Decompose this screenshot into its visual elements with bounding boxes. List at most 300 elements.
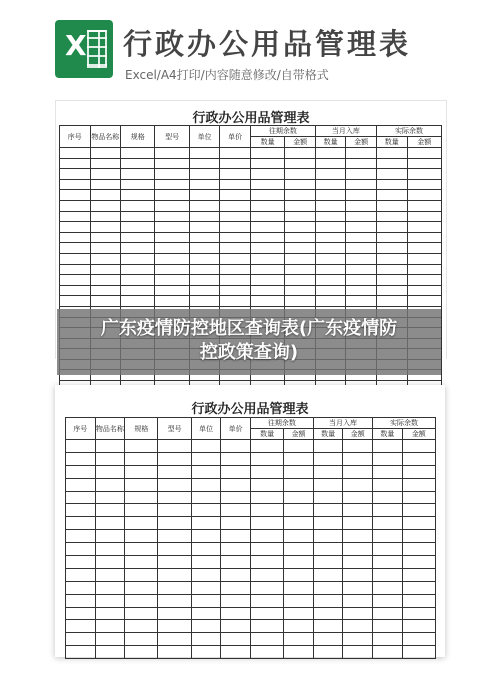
table-cell[interactable] — [346, 296, 377, 307]
table-cell[interactable] — [313, 607, 343, 620]
table-cell[interactable] — [285, 179, 316, 190]
table-cell[interactable] — [155, 158, 189, 169]
table-cell[interactable] — [60, 148, 91, 159]
table-cell[interactable] — [158, 581, 191, 594]
table-cell[interactable] — [284, 568, 314, 581]
table-cell[interactable] — [155, 222, 189, 233]
table-cell[interactable] — [315, 285, 346, 296]
table-cell[interactable] — [189, 232, 220, 243]
table-cell[interactable] — [376, 190, 407, 201]
table-cell[interactable] — [155, 264, 189, 275]
table-cell[interactable] — [60, 222, 91, 233]
table-cell[interactable] — [158, 530, 191, 543]
table-cell[interactable] — [250, 200, 284, 211]
table-cell[interactable] — [343, 440, 373, 453]
table-cell[interactable] — [285, 253, 316, 264]
table-cell[interactable] — [346, 253, 377, 264]
table-cell[interactable] — [402, 581, 435, 594]
table-cell[interactable] — [285, 222, 316, 233]
table-cell[interactable] — [155, 211, 189, 222]
table-cell[interactable] — [90, 296, 121, 307]
table-cell[interactable] — [373, 646, 403, 659]
table-cell[interactable] — [315, 190, 346, 201]
table-cell[interactable] — [189, 253, 220, 264]
table-cell[interactable] — [250, 211, 284, 222]
table-cell[interactable] — [373, 607, 403, 620]
table-cell[interactable] — [407, 148, 442, 159]
table-cell[interactable] — [90, 169, 121, 180]
table-cell[interactable] — [155, 179, 189, 190]
table-cell[interactable] — [343, 517, 373, 530]
table-cell[interactable] — [373, 568, 403, 581]
table-cell[interactable] — [407, 253, 442, 264]
table-cell[interactable] — [158, 465, 191, 478]
table-cell[interactable] — [313, 478, 343, 491]
table-cell[interactable] — [407, 222, 442, 233]
table-cell[interactable] — [66, 517, 96, 530]
table-cell[interactable] — [285, 200, 316, 211]
table-cell[interactable] — [407, 200, 442, 211]
table-cell[interactable] — [284, 517, 314, 530]
table-cell[interactable] — [376, 243, 407, 254]
table-cell[interactable] — [95, 517, 125, 530]
table-cell[interactable] — [315, 158, 346, 169]
table-cell[interactable] — [376, 211, 407, 222]
table-cell[interactable] — [189, 169, 220, 180]
table-cell[interactable] — [220, 243, 251, 254]
table-cell[interactable] — [284, 530, 314, 543]
table-cell[interactable] — [250, 620, 283, 633]
table-cell[interactable] — [250, 504, 283, 517]
table-cell[interactable] — [373, 491, 403, 504]
table-cell[interactable] — [402, 440, 435, 453]
table-cell[interactable] — [66, 594, 96, 607]
table-cell[interactable] — [121, 285, 155, 296]
table-cell[interactable] — [402, 568, 435, 581]
table-cell[interactable] — [376, 222, 407, 233]
table-cell[interactable] — [250, 633, 283, 646]
table-cell[interactable] — [158, 517, 191, 530]
table-cell[interactable] — [376, 169, 407, 180]
table-cell[interactable] — [346, 179, 377, 190]
table-cell[interactable] — [125, 568, 158, 581]
table-cell[interactable] — [250, 285, 284, 296]
table-cell[interactable] — [346, 211, 377, 222]
table-cell[interactable] — [66, 607, 96, 620]
table-cell[interactable] — [313, 452, 343, 465]
table-cell[interactable] — [221, 568, 251, 581]
table-cell[interactable] — [285, 285, 316, 296]
table-cell[interactable] — [250, 222, 284, 233]
table-cell[interactable] — [376, 148, 407, 159]
table-cell[interactable] — [158, 440, 191, 453]
table-cell[interactable] — [220, 190, 251, 201]
table-cell[interactable] — [121, 275, 155, 286]
table-cell[interactable] — [125, 530, 158, 543]
table-cell[interactable] — [250, 543, 283, 556]
table-cell[interactable] — [121, 264, 155, 275]
table-cell[interactable] — [221, 646, 251, 659]
table-cell[interactable] — [60, 190, 91, 201]
table-cell[interactable] — [407, 264, 442, 275]
table-cell[interactable] — [221, 440, 251, 453]
table-cell[interactable] — [343, 465, 373, 478]
table-cell[interactable] — [407, 158, 442, 169]
table-cell[interactable] — [95, 646, 125, 659]
table-cell[interactable] — [221, 517, 251, 530]
table-cell[interactable] — [346, 232, 377, 243]
table-cell[interactable] — [250, 556, 283, 569]
table-cell[interactable] — [221, 491, 251, 504]
table-cell[interactable] — [220, 200, 251, 211]
table-cell[interactable] — [346, 264, 377, 275]
table-cell[interactable] — [121, 253, 155, 264]
table-cell[interactable] — [402, 556, 435, 569]
table-cell[interactable] — [121, 148, 155, 159]
table-cell[interactable] — [315, 211, 346, 222]
table-cell[interactable] — [155, 243, 189, 254]
table-cell[interactable] — [220, 285, 251, 296]
table-cell[interactable] — [250, 568, 283, 581]
table-cell[interactable] — [158, 594, 191, 607]
table-cell[interactable] — [90, 275, 121, 286]
table-cell[interactable] — [250, 452, 283, 465]
table-cell[interactable] — [191, 607, 221, 620]
table-cell[interactable] — [158, 491, 191, 504]
table-cell[interactable] — [315, 296, 346, 307]
table-cell[interactable] — [373, 517, 403, 530]
table-cell[interactable] — [121, 211, 155, 222]
table-cell[interactable] — [90, 232, 121, 243]
table-cell[interactable] — [221, 620, 251, 633]
table-cell[interactable] — [402, 633, 435, 646]
table-cell[interactable] — [121, 158, 155, 169]
table-cell[interactable] — [315, 253, 346, 264]
table-cell[interactable] — [220, 253, 251, 264]
table-cell[interactable] — [250, 190, 284, 201]
table-cell[interactable] — [121, 232, 155, 243]
table-cell[interactable] — [191, 568, 221, 581]
table-cell[interactable] — [66, 620, 96, 633]
table-cell[interactable] — [313, 633, 343, 646]
table-cell[interactable] — [155, 285, 189, 296]
table-cell[interactable] — [407, 211, 442, 222]
table-cell[interactable] — [285, 211, 316, 222]
table-cell[interactable] — [189, 179, 220, 190]
table-cell[interactable] — [121, 296, 155, 307]
table-cell[interactable] — [220, 158, 251, 169]
table-cell[interactable] — [60, 211, 91, 222]
table-cell[interactable] — [220, 179, 251, 190]
table-cell[interactable] — [191, 594, 221, 607]
table-cell[interactable] — [95, 594, 125, 607]
table-cell[interactable] — [346, 158, 377, 169]
table-cell[interactable] — [60, 179, 91, 190]
table-cell[interactable] — [95, 607, 125, 620]
table-cell[interactable] — [402, 607, 435, 620]
table-cell[interactable] — [155, 296, 189, 307]
table-cell[interactable] — [402, 452, 435, 465]
table-cell[interactable] — [285, 243, 316, 254]
table-cell[interactable] — [315, 179, 346, 190]
table-cell[interactable] — [60, 169, 91, 180]
table-cell[interactable] — [346, 275, 377, 286]
table-cell[interactable] — [66, 633, 96, 646]
table-cell[interactable] — [284, 440, 314, 453]
table-cell[interactable] — [250, 440, 283, 453]
table-cell[interactable] — [191, 646, 221, 659]
table-cell[interactable] — [191, 452, 221, 465]
table-cell[interactable] — [191, 620, 221, 633]
table-cell[interactable] — [250, 296, 284, 307]
table-cell[interactable] — [373, 504, 403, 517]
table-cell[interactable] — [250, 646, 283, 659]
table-cell[interactable] — [250, 148, 284, 159]
table-cell[interactable] — [343, 556, 373, 569]
table-cell[interactable] — [66, 581, 96, 594]
table-cell[interactable] — [189, 158, 220, 169]
table-cell[interactable] — [376, 179, 407, 190]
table-cell[interactable] — [66, 478, 96, 491]
table-cell[interactable] — [66, 491, 96, 504]
table-cell[interactable] — [221, 581, 251, 594]
table-cell[interactable] — [189, 296, 220, 307]
table-cell[interactable] — [407, 190, 442, 201]
table-cell[interactable] — [125, 594, 158, 607]
table-cell[interactable] — [313, 568, 343, 581]
table-cell[interactable] — [90, 148, 121, 159]
table-cell[interactable] — [220, 169, 251, 180]
table-cell[interactable] — [343, 543, 373, 556]
table-cell[interactable] — [343, 646, 373, 659]
table-cell[interactable] — [373, 452, 403, 465]
table-cell[interactable] — [158, 556, 191, 569]
table-cell[interactable] — [402, 646, 435, 659]
table-cell[interactable] — [220, 275, 251, 286]
table-cell[interactable] — [343, 620, 373, 633]
table-cell[interactable] — [158, 452, 191, 465]
table-cell[interactable] — [191, 581, 221, 594]
table-cell[interactable] — [376, 275, 407, 286]
table-cell[interactable] — [95, 440, 125, 453]
table-cell[interactable] — [60, 275, 91, 286]
table-cell[interactable] — [95, 543, 125, 556]
table-cell[interactable] — [121, 179, 155, 190]
table-cell[interactable] — [284, 504, 314, 517]
table-cell[interactable] — [250, 530, 283, 543]
table-cell[interactable] — [121, 200, 155, 211]
table-cell[interactable] — [343, 633, 373, 646]
table-cell[interactable] — [250, 264, 284, 275]
table-cell[interactable] — [125, 646, 158, 659]
table-cell[interactable] — [125, 633, 158, 646]
table-cell[interactable] — [121, 243, 155, 254]
table-cell[interactable] — [250, 275, 284, 286]
table-cell[interactable] — [220, 222, 251, 233]
table-cell[interactable] — [315, 222, 346, 233]
table-cell[interactable] — [125, 504, 158, 517]
table-cell[interactable] — [158, 504, 191, 517]
table-cell[interactable] — [313, 646, 343, 659]
table-cell[interactable] — [191, 556, 221, 569]
table-cell[interactable] — [284, 633, 314, 646]
table-cell[interactable] — [189, 285, 220, 296]
table-cell[interactable] — [221, 594, 251, 607]
table-cell[interactable] — [66, 440, 96, 453]
table-cell[interactable] — [95, 478, 125, 491]
table-cell[interactable] — [250, 169, 284, 180]
table-cell[interactable] — [60, 243, 91, 254]
table-cell[interactable] — [373, 581, 403, 594]
table-cell[interactable] — [376, 296, 407, 307]
table-cell[interactable] — [402, 478, 435, 491]
table-cell[interactable] — [250, 179, 284, 190]
table-cell[interactable] — [221, 478, 251, 491]
table-cell[interactable] — [284, 491, 314, 504]
table-cell[interactable] — [121, 222, 155, 233]
table-cell[interactable] — [285, 169, 316, 180]
table-cell[interactable] — [284, 556, 314, 569]
table-cell[interactable] — [373, 594, 403, 607]
table-cell[interactable] — [158, 633, 191, 646]
table-cell[interactable] — [346, 243, 377, 254]
table-cell[interactable] — [60, 296, 91, 307]
table-cell[interactable] — [125, 517, 158, 530]
table-cell[interactable] — [313, 517, 343, 530]
table-cell[interactable] — [220, 211, 251, 222]
table-cell[interactable] — [155, 169, 189, 180]
table-cell[interactable] — [250, 594, 283, 607]
table-cell[interactable] — [376, 232, 407, 243]
table-cell[interactable] — [313, 556, 343, 569]
table-cell[interactable] — [313, 440, 343, 453]
table-cell[interactable] — [373, 620, 403, 633]
table-cell[interactable] — [158, 568, 191, 581]
table-cell[interactable] — [284, 543, 314, 556]
table-cell[interactable] — [285, 296, 316, 307]
table-cell[interactable] — [373, 465, 403, 478]
table-cell[interactable] — [376, 158, 407, 169]
table-cell[interactable] — [66, 543, 96, 556]
table-cell[interactable] — [343, 594, 373, 607]
table-cell[interactable] — [90, 200, 121, 211]
table-cell[interactable] — [90, 285, 121, 296]
table-cell[interactable] — [285, 148, 316, 159]
table-cell[interactable] — [402, 491, 435, 504]
table-cell[interactable] — [189, 148, 220, 159]
table-cell[interactable] — [60, 253, 91, 264]
table-cell[interactable] — [315, 169, 346, 180]
table-cell[interactable] — [189, 243, 220, 254]
table-cell[interactable] — [346, 190, 377, 201]
table-cell[interactable] — [284, 478, 314, 491]
table-cell[interactable] — [343, 504, 373, 517]
table-cell[interactable] — [315, 275, 346, 286]
table-cell[interactable] — [343, 530, 373, 543]
table-cell[interactable] — [343, 478, 373, 491]
table-cell[interactable] — [60, 264, 91, 275]
table-cell[interactable] — [343, 607, 373, 620]
table-cell[interactable] — [407, 285, 442, 296]
table-cell[interactable] — [125, 607, 158, 620]
table-cell[interactable] — [285, 190, 316, 201]
table-cell[interactable] — [376, 200, 407, 211]
table-cell[interactable] — [191, 517, 221, 530]
table-cell[interactable] — [407, 232, 442, 243]
table-cell[interactable] — [250, 232, 284, 243]
table-cell[interactable] — [191, 440, 221, 453]
table-cell[interactable] — [250, 253, 284, 264]
table-cell[interactable] — [221, 607, 251, 620]
table-cell[interactable] — [125, 491, 158, 504]
table-cell[interactable] — [284, 465, 314, 478]
table-cell[interactable] — [189, 275, 220, 286]
table-cell[interactable] — [315, 243, 346, 254]
table-cell[interactable] — [95, 568, 125, 581]
table-cell[interactable] — [346, 148, 377, 159]
table-cell[interactable] — [95, 504, 125, 517]
table-cell[interactable] — [158, 478, 191, 491]
table-cell[interactable] — [315, 200, 346, 211]
table-cell[interactable] — [221, 465, 251, 478]
table-cell[interactable] — [313, 530, 343, 543]
table-cell[interactable] — [66, 530, 96, 543]
table-cell[interactable] — [191, 491, 221, 504]
table-cell[interactable] — [373, 478, 403, 491]
table-cell[interactable] — [250, 243, 284, 254]
table-cell[interactable] — [66, 568, 96, 581]
table-cell[interactable] — [95, 633, 125, 646]
table-cell[interactable] — [407, 243, 442, 254]
table-cell[interactable] — [346, 222, 377, 233]
table-cell[interactable] — [220, 264, 251, 275]
table-cell[interactable] — [402, 465, 435, 478]
table-cell[interactable] — [402, 504, 435, 517]
table-cell[interactable] — [373, 440, 403, 453]
table-cell[interactable] — [313, 465, 343, 478]
table-cell[interactable] — [402, 517, 435, 530]
table-cell[interactable] — [191, 530, 221, 543]
table-cell[interactable] — [402, 620, 435, 633]
table-cell[interactable] — [221, 504, 251, 517]
table-cell[interactable] — [407, 169, 442, 180]
table-cell[interactable] — [158, 607, 191, 620]
table-cell[interactable] — [90, 222, 121, 233]
table-cell[interactable] — [158, 620, 191, 633]
table-cell[interactable] — [250, 491, 283, 504]
table-cell[interactable] — [221, 530, 251, 543]
table-cell[interactable] — [189, 211, 220, 222]
table-cell[interactable] — [376, 253, 407, 264]
table-cell[interactable] — [343, 452, 373, 465]
table-cell[interactable] — [402, 594, 435, 607]
table-cell[interactable] — [284, 646, 314, 659]
table-cell[interactable] — [285, 158, 316, 169]
table-cell[interactable] — [90, 211, 121, 222]
table-cell[interactable] — [402, 530, 435, 543]
table-cell[interactable] — [95, 581, 125, 594]
table-cell[interactable] — [250, 465, 283, 478]
table-cell[interactable] — [66, 465, 96, 478]
table-cell[interactable] — [284, 452, 314, 465]
table-cell[interactable] — [285, 232, 316, 243]
table-cell[interactable] — [191, 543, 221, 556]
table-cell[interactable] — [221, 452, 251, 465]
table-cell[interactable] — [250, 581, 283, 594]
table-cell[interactable] — [158, 543, 191, 556]
table-cell[interactable] — [66, 556, 96, 569]
table-cell[interactable] — [155, 275, 189, 286]
